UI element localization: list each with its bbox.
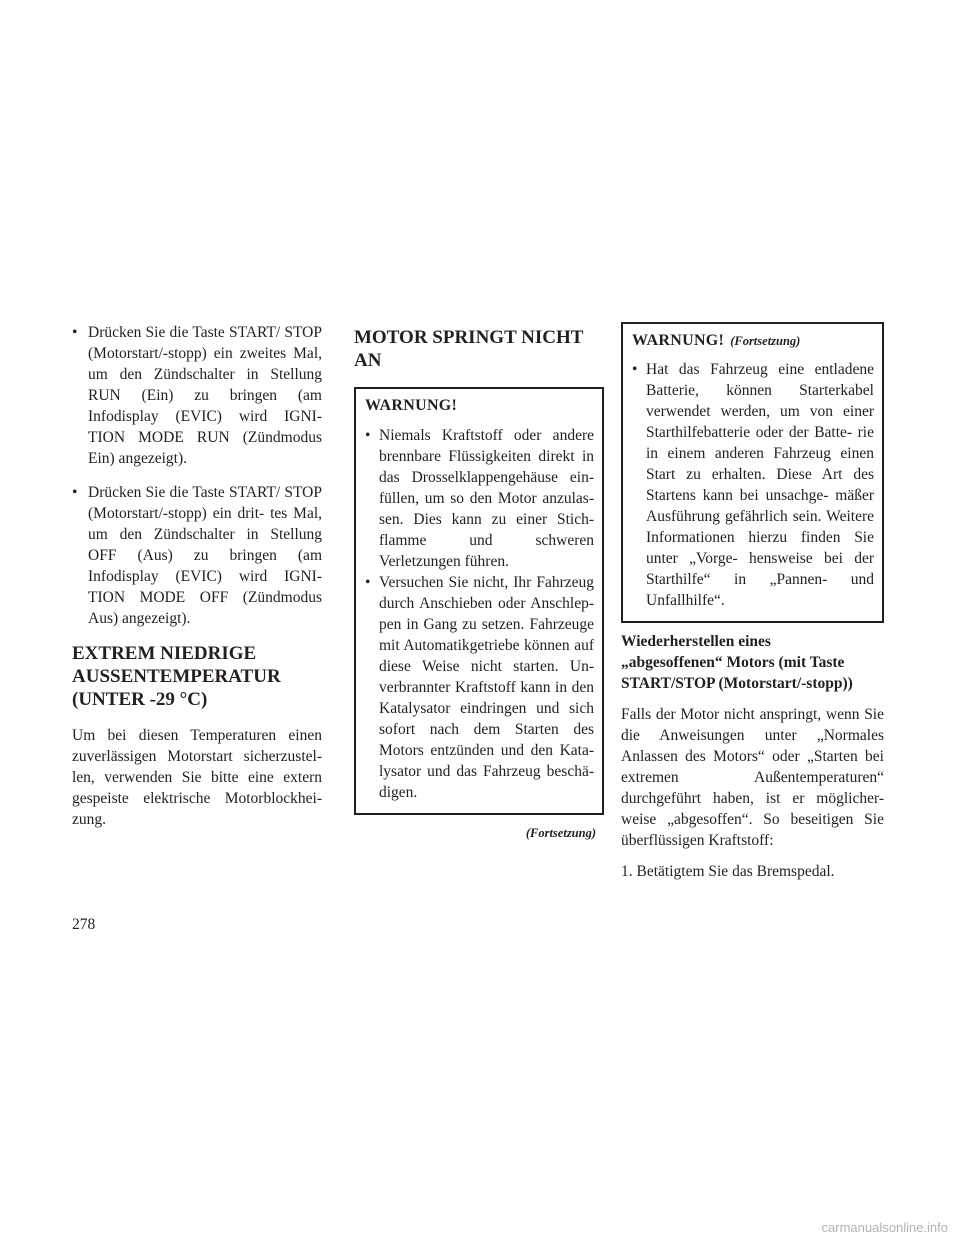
warning-bullet: • Niemals Kraftstoff oder andere brennbare Flüssigkeiten direkt in das Drosselklappengehäuse ein- füllen, um so den Motor anzulas- sen. Dies kann zu einer Stich- flamme und schweren Verletzungen führen. — [365, 425, 594, 572]
heading-line: (UNTER -29 °C) — [72, 689, 208, 710]
subheading-line: „abgesoffenen“ Motors (mit Taste — [621, 654, 845, 671]
warning-box — [354, 387, 604, 815]
right-column — [621, 322, 884, 882]
middle-column — [354, 322, 604, 844]
subheading-flooded-engine — [621, 631, 884, 694]
paragraph-flooded-engine: Falls der Motor nicht anspringt, wenn Sie die Anweisungen unter „Normales Anlassen des Motors“ oder „Starten bei extremen Außentemperaturen“ durchgeführt haben, ist er möglicher- weise „abgesoffen“. So beseitigen Sie überflüssigen Kraftstoff: — [621, 706, 884, 849]
warning-title: WARNUNG! — [632, 332, 725, 349]
continued-label: (Fortsetzung) — [730, 334, 801, 348]
warning-bullet: • Hat das Fahrzeug eine entladene Batterie, können Starterkabel verwendet werden, um von einer Starthilfebatterie oder der Batte- rie in einem anderen Fahrzeug einen Start zu erhalten. Diese Art des Startens kann bei unsachge- mäßer Ausführung gefährlich sein. Weitere Informationen hierzu finden Sie unter „Vorge- hensweise bei der Starthilfe“ in „Pannen- und Unfallhilfe“. — [632, 359, 874, 611]
heading-line: EXTREM NIEDRIGE — [72, 643, 257, 664]
step-item: 1. Betätigtem Sie das Bremspedal. — [621, 863, 835, 880]
warning-box-continued — [621, 322, 884, 623]
page-number: 278 — [72, 916, 96, 933]
bullet-item: • Drücken Sie die Taste START/ STOP (Motorstart/-stopp) ein zweites Mal, um den Zündschalter in Stellung RUN (Ein) zu bringen (am Infodisplay (EVIC) wird IGNI- TION MODE RUN (Zündmodus Ein) angezeigt). — [72, 322, 322, 469]
warning-title-continued — [632, 330, 874, 352]
section-heading-extreme-temperature — [72, 642, 322, 711]
section-heading-engine-does-not-start: MOTOR SPRINGT NICHT AN — [354, 327, 584, 371]
heading-line: AUSSENTEMPERATUR — [72, 666, 281, 687]
subheading-line: Wiederherstellen eines — [621, 633, 771, 650]
watermark: carmanualsonline.info — [821, 1220, 948, 1235]
subheading-line: START/STOP (Motorstart/-stopp)) — [621, 675, 853, 692]
continued-label: (Fortsetzung) — [525, 826, 596, 840]
paragraph-engine-block-heater: Um bei diesen Temperaturen einen zuverlässigen Motorstart sicherzustel- len, verwenden Sie bitte eine extern gespeiste elektrische Motorblockhei- zung. — [72, 727, 322, 828]
warning-bullet: • Versuchen Sie nicht, Ihr Fahrzeug durch Anschieben oder Anschlep- pen in Gang zu setzen. Fahrzeuge mit Automatikgetriebe können auf diese Weise nicht starten. Un- verbrannter Kraftstoff kann in den Katalysator eindringen und sich sofort nach dem Starten des Motors entzünden und den Kata- lysator und das Fahrzeug beschä- digen. — [365, 572, 594, 803]
left-column — [72, 322, 322, 830]
bullet-item: • Drücken Sie die Taste START/ STOP (Motorstart/-stopp) ein drit- tes Mal, um den Zündschalter in Stellung OFF (Aus) zu bringen (am Infodisplay (EVIC) wird IGNI- TION MODE OFF (Zündmodus Aus) angezeigt). — [72, 482, 322, 629]
warning-title: WARNUNG! — [365, 397, 458, 414]
